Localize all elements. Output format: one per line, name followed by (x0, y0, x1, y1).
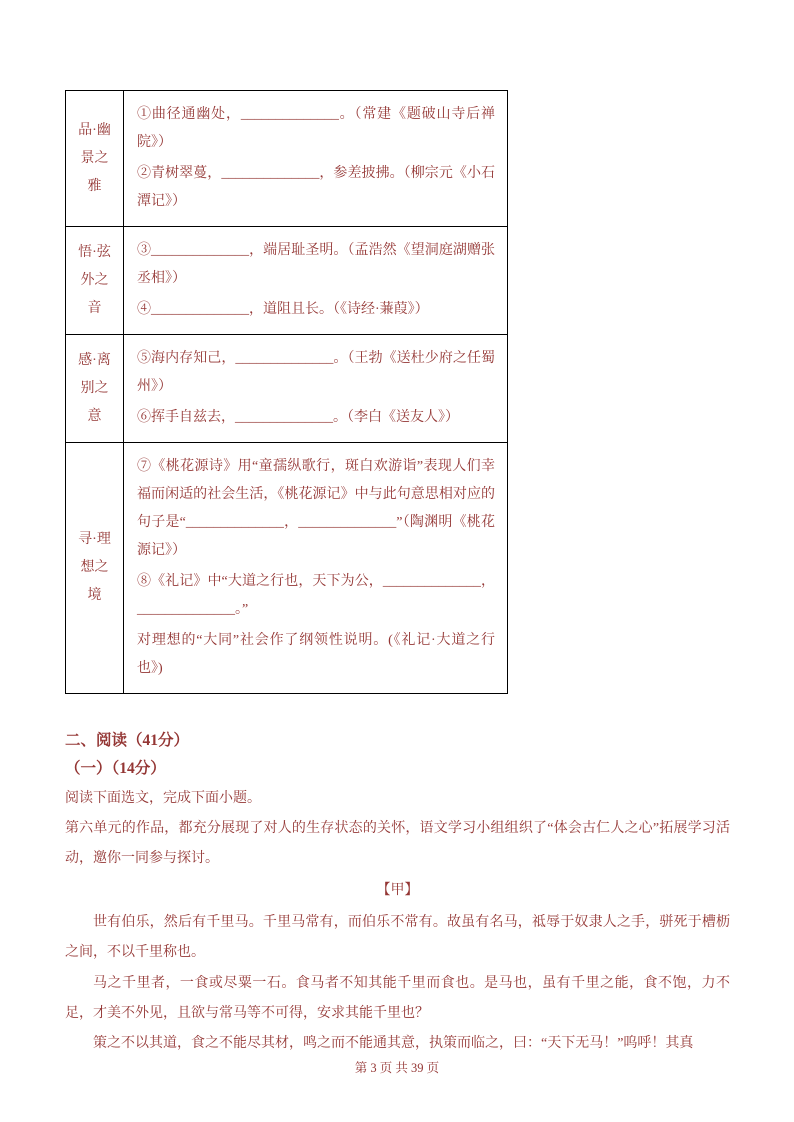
cell-text: ④______________，道阻且长。（《诗经·蒹葭》） (137, 302, 429, 317)
page-number-footer: 第 3 页 共 39 页 (354, 1061, 440, 1075)
row-content (124, 227, 508, 335)
row-label-gan-li: 感·离别之意 (66, 335, 124, 443)
table-row (66, 91, 508, 227)
table-row (66, 443, 508, 694)
row-label-wu-xian: 悟·弦外之音 (66, 227, 124, 335)
instruction-text: 阅读下面选文，完成下面小题。 (65, 791, 261, 806)
table-row (66, 227, 508, 335)
cell-text: 对理想的“大同”社会作了纲领性说明。(《礼记·大道之行也》) (137, 633, 495, 676)
row-content (124, 91, 508, 227)
cell-text: ⑥挥手自兹去，______________。（李白《送友人》） (137, 410, 459, 425)
cell-text: ⑧《礼记》中“大道之行也，天下为公，______________，______________。” (137, 574, 495, 617)
row-content (124, 443, 508, 694)
row-label-pin-you: 品·幽景之雅 (66, 91, 124, 227)
section-heading-reading: 二、阅读（41分） (65, 732, 190, 749)
cell-text: ⑦《桃花源诗》用“童孺纵歌行，斑白欢游诣”表现人们幸福而闲适的社会生活，《桃花源记》中与此句意思相对应的句子是“______________，______________”（陶渊明《桃花源记》） (137, 459, 495, 558)
cell-text: ①曲径通幽处，______________。（常建《题破山寺后禅院》） (137, 107, 495, 150)
passage-paragraph-3: 策之不以其道，食之不能尽其材，鸣之而不能通其意，执策而临之，曰：“天下无马！”呜呼！其真 (93, 1035, 694, 1051)
intro-paragraph: 第六单元的作品，都充分展现了对人的生存状态的关怀，语文学习小组组织了“体会古仁人之心”拓展学习活动，邀你一同参与探讨。 (65, 821, 730, 867)
row-label-xun-li: 寻·理想之境 (66, 443, 124, 694)
cell-text: ⑤海内存知己，______________。（王勃《送杜少府之任蜀州》） (137, 351, 495, 394)
row-content (124, 335, 508, 443)
passage-label-jia: 【甲】 (376, 883, 419, 899)
recitation-table (65, 90, 508, 694)
table-row (66, 335, 508, 443)
subsection-heading: （一）（14分） (65, 760, 166, 777)
cell-text: ②青树翠蔓，______________，参差披拂。（柳宗元《小石潭记》） (137, 166, 495, 209)
passage-paragraph-2: 马之千里者，一食或尽粟一石。食马者不知其能千里而食也。是马也，虽有千里之能，食不饱，力不足，才美不外见，且欲与常马等不可得，安求其能千里也？ (65, 975, 730, 1021)
cell-text: ③______________，端居耻圣明。（孟浩然《望洞庭湖赠张丞相》） (137, 243, 495, 286)
passage-paragraph-1: 世有伯乐，然后有千里马。千里马常有，而伯乐不常有。故虽有名马，祗辱于奴隶人之手，骈死于槽枥之间，不以千里称也。 (65, 915, 730, 961)
